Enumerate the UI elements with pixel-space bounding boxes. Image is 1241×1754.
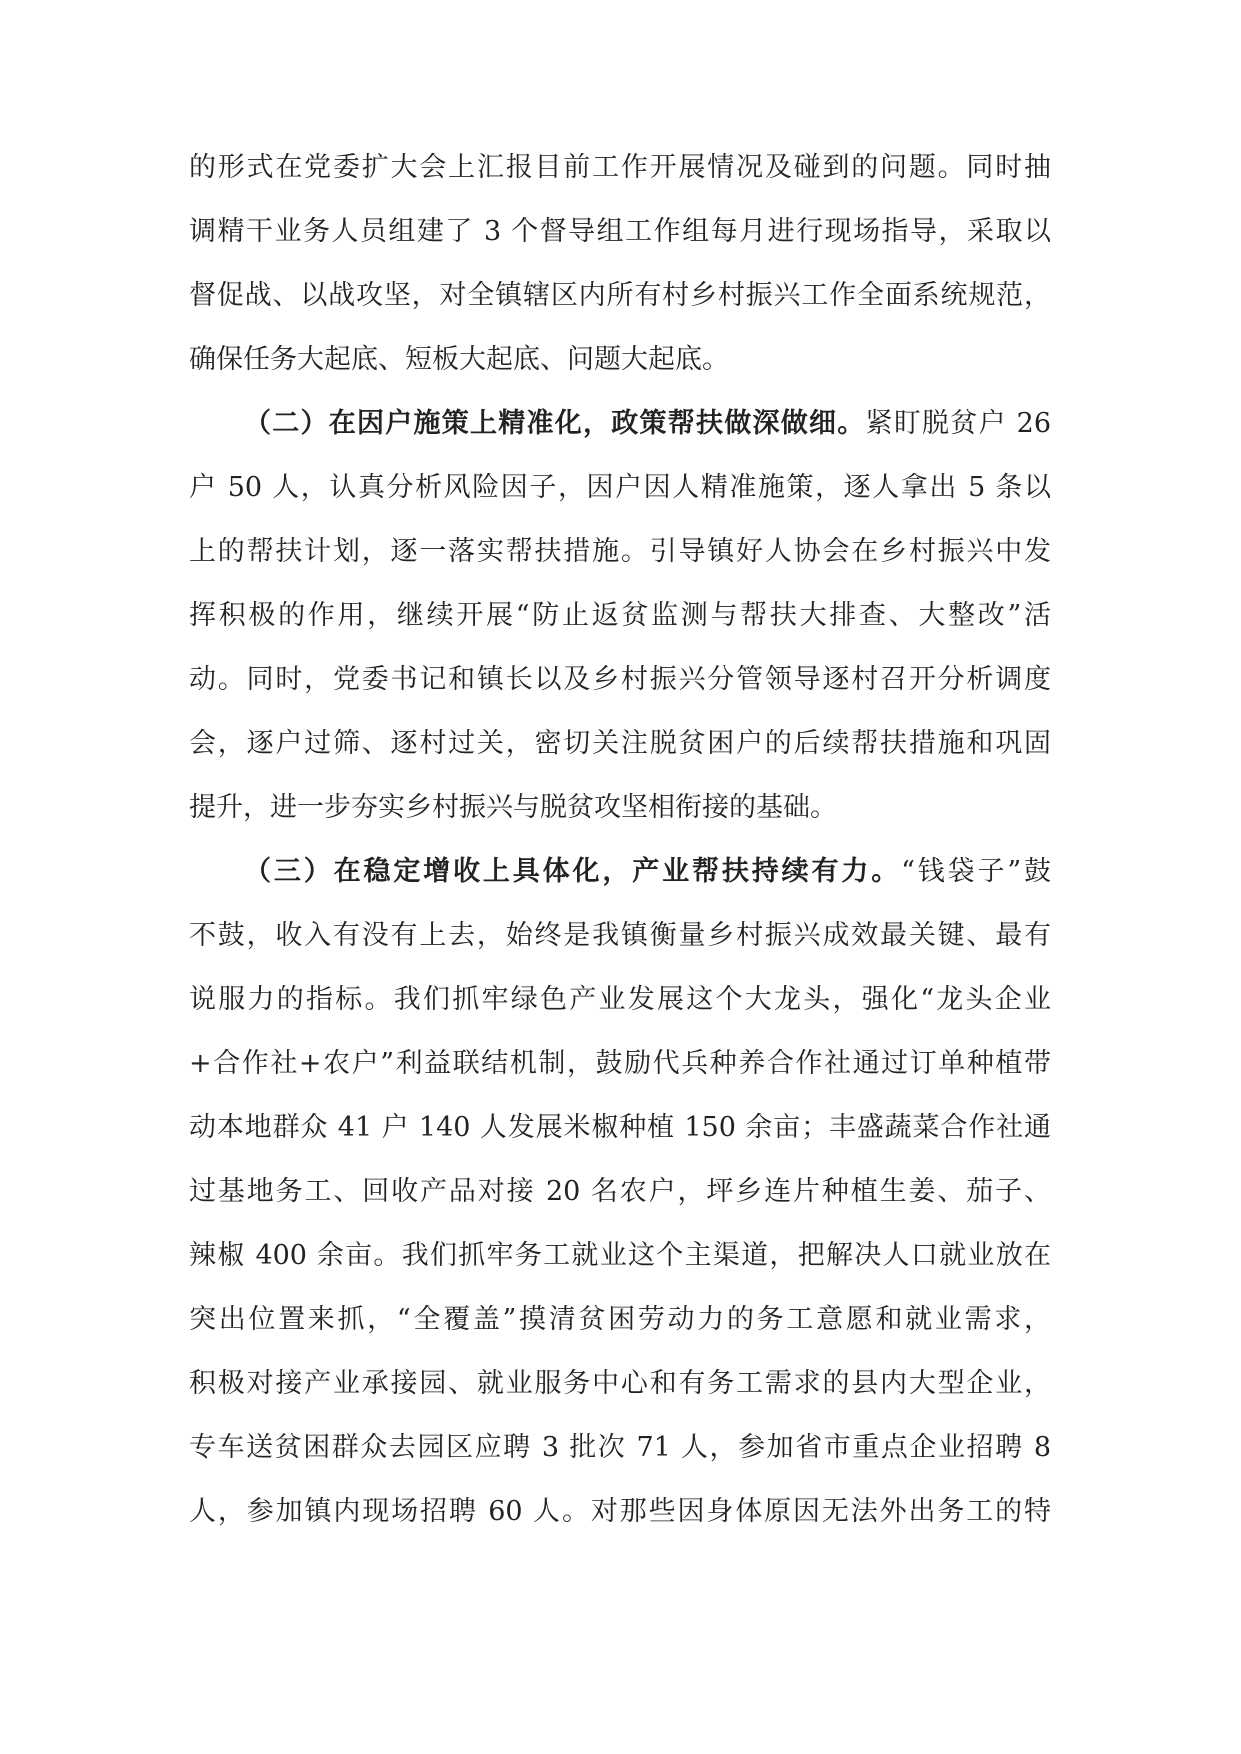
text-line: 确保任务大起底、短板大起底、问题大起底。 [189, 344, 729, 375]
section-heading: （三）在稳定增收上具体化，产业帮扶持续有力。 [244, 856, 902, 887]
text-line: 调精干业务人员组建了 3 个督导组工作组每月进行现场指导，采取以 [189, 216, 1051, 247]
text-line: 动。同时，党委书记和镇长以及乡村振兴分管领导逐村召开分析调度 [189, 664, 1051, 695]
heading-line-text: 紧盯脱贫户 26 [865, 408, 1051, 439]
text-line: 会，逐户过筛、逐村过关，密切关注脱贫困户的后续帮扶措施和巩固 [189, 728, 1051, 759]
paragraph-heading-line [244, 406, 1051, 442]
text-line: +合作社+农户”利益联结机制，鼓励代兵种养合作社通过订单种植带 [189, 1048, 1051, 1079]
text-line: 的形式在党委扩大会上汇报目前工作开展情况及碰到的问题。同时抽 [189, 152, 1051, 183]
heading-line-text: “钱袋子”鼓 [901, 856, 1052, 887]
text-line: 突出位置来抓，“全覆盖”摸清贫困劳动力的务工意愿和就业需求， [189, 1304, 1051, 1335]
text-line: 过基地务工、回收产品对接 20 名农户，坪乡连片种植生姜、茄子、 [189, 1176, 1051, 1207]
text-line: 专车送贫困群众去园区应聘 3 批次 71 人，参加省市重点企业招聘 8 [189, 1432, 1051, 1463]
text-line: 挥积极的作用，继续开展“防止返贫监测与帮扶大排查、大整改”活 [189, 600, 1051, 631]
text-line: 督促战、以战攻坚，对全镇辖区内所有村乡村振兴工作全面系统规范， [189, 280, 1051, 311]
text-line: 不鼓，收入有没有上去，始终是我镇衡量乡村振兴成效最关键、最有 [189, 920, 1051, 951]
paragraph-heading-line [244, 854, 1051, 890]
text-line: 户 50 人，认真分析风险因子，因户因人精准施策，逐人拿出 5 条以 [189, 472, 1051, 503]
text-line: 上的帮扶计划，逐一落实帮扶措施。引导镇好人协会在乡村振兴中发 [189, 536, 1051, 567]
text-line: 提升，进一步夯实乡村振兴与脱贫攻坚相衔接的基础。 [189, 792, 837, 823]
section-heading: （二）在因户施策上精准化，政策帮扶做深做细。 [244, 408, 866, 439]
text-line: 动本地群众 41 户 140 人发展米椒种植 150 余亩；丰盛蔬菜合作社通 [189, 1112, 1051, 1143]
text-line: 说服力的指标。我们抓牢绿色产业发展这个大龙头，强化“龙头企业 [189, 984, 1051, 1015]
text-line: 人，参加镇内现场招聘 60 人。对那些因身体原因无法外出务工的特 [189, 1496, 1051, 1527]
text-line: 辣椒 400 余亩。我们抓牢务工就业这个主渠道，把解决人口就业放在 [189, 1240, 1051, 1271]
text-line: 积极对接产业承接园、就业服务中心和有务工需求的县内大型企业， [189, 1368, 1051, 1399]
